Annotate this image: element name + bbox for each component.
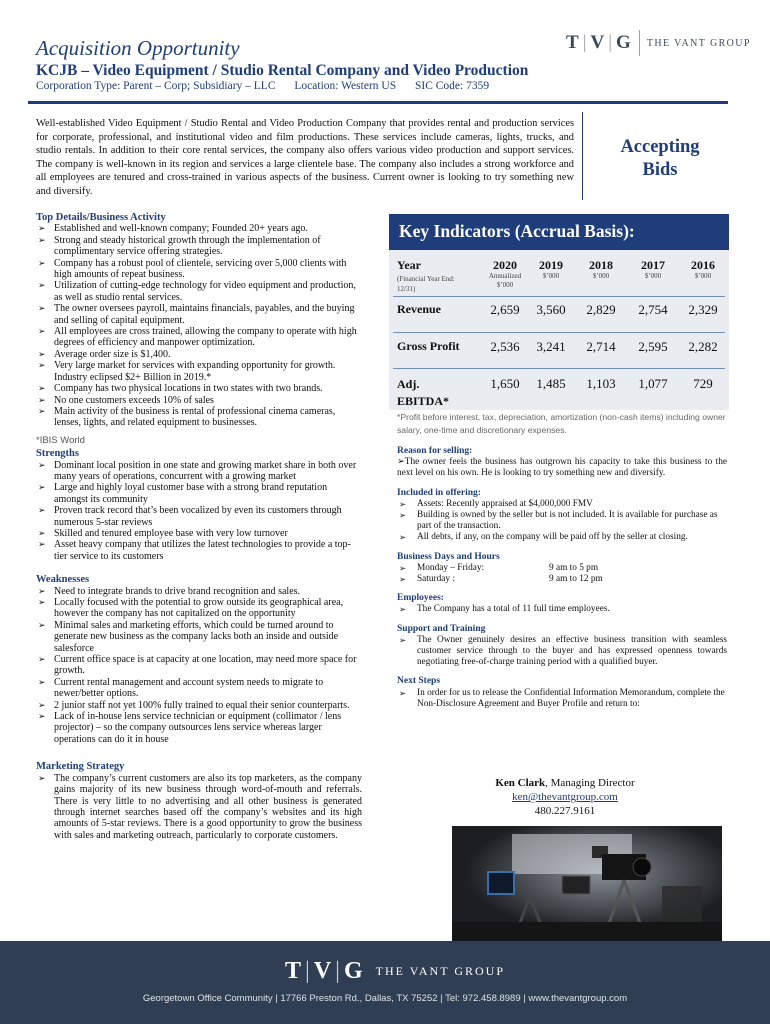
ebitda-footnote: *Profit before interest, tax, depreciation, amortization (non-cash items) including owner salary, one-time and discretionary expenses. xyxy=(397,412,726,435)
list-item: ➢ Current office space is at capacity at one location, may need more space for growth. xyxy=(38,654,357,677)
list-item: ➢ Locally focused with the potential to grow outside its geographical area, however the company has not capitalized on the opportunity xyxy=(38,597,344,620)
bullet-arrow-icon: ➢ xyxy=(38,527,46,538)
list-item: ➢ Strong and steady historical growth through the implementation of complimentary service offering strategies. xyxy=(38,234,321,258)
column-year: 2019 xyxy=(539,258,563,272)
bullet-arrow-icon: ➢ xyxy=(38,223,46,234)
intro-paragraph: Well-established Video Equipment / Studio Rental and Video Production Company that provides rental and production services for corporate, professional, and institutional video and film productions. These services include cameras, lights, trucks, and studio rentals. In addition to their core rental services, the company also offers various video production and support services. The company is well-known in its region and services a large clientele base. The company also includes a strong workforce and all employees are tenured and cross-trained in various aspects of the business. Current owner is looking to try something new and diversify. xyxy=(36,118,574,197)
strengths-list xyxy=(36,460,362,563)
gross-profit-value: 3,241 xyxy=(536,339,566,354)
list-item: ➢ Very large market for services with expanding opportunity for growth. Industry eclipsed $2+ Billion in 2019.* xyxy=(38,360,336,383)
ebitda-value: 1,077 xyxy=(638,376,668,391)
logo-mark: T | V | G xyxy=(566,32,632,53)
hours-list xyxy=(397,563,727,585)
bullet-arrow-icon: ➢ xyxy=(38,394,46,405)
employees-text: ➢ The Company has a total of 11 full time employees. xyxy=(399,604,610,615)
gross-profit-value: 2,282 xyxy=(688,339,718,354)
list-item: ➢ Average order size is $1,400. xyxy=(38,348,171,360)
list-item: ➢ Building is owned by the seller but is not included. It is available for purchase as part of the transaction. xyxy=(399,510,718,532)
bullet-arrow-icon: ➢ xyxy=(38,257,46,268)
corporation-info xyxy=(36,80,505,92)
row-label-ebitda: Adj. EBITDA* xyxy=(397,377,450,408)
column-year: 2018 xyxy=(589,258,613,272)
footer-logo: T | V | G THE VANT GROUP xyxy=(285,958,506,984)
next-steps-text: ➢ In order for us to release the Confidential Information Memorandum, complete the Non-Disclosure Agreement and Buyer Profile and return to: xyxy=(399,687,725,709)
column-year: 2020 xyxy=(493,258,517,272)
column-unit: $’000 xyxy=(542,272,560,280)
list-item: ➢ Main activity of the business is rental of professional cinema cameras, lenses, lights, and related equipment to businesses. xyxy=(38,405,336,429)
sic-code: SIC Code: 7359 xyxy=(414,80,490,92)
next-steps-heading: Next Steps xyxy=(397,676,441,687)
bullet-arrow-icon: ➢ xyxy=(38,539,46,550)
bullet-arrow-icon: ➢ xyxy=(38,772,46,783)
header-divider xyxy=(28,101,728,104)
bullet-arrow-icon: ➢ xyxy=(399,510,407,521)
ebitda-value: 1,485 xyxy=(536,376,566,391)
bullet-arrow-icon: ➢ xyxy=(38,303,46,314)
list-item: ➢ Company has two physical locations in two states with two brands. xyxy=(38,383,323,395)
bullet-arrow-icon: ➢ xyxy=(38,459,46,470)
contact-phone: 480.227.9161 xyxy=(534,805,596,817)
bullet-arrow-icon: ➢ xyxy=(38,711,46,722)
list-item: ➢ Lack of in-house lens service technician or equipment (collimator / lens projector) – so the company outsources lens service whereas larger operations can do it in house xyxy=(38,711,342,745)
revenue-value: 2,754 xyxy=(638,302,668,317)
vant-group-logo xyxy=(566,30,751,56)
column-year: 2016 xyxy=(691,258,715,272)
bullet-arrow-icon: ➢ xyxy=(38,619,46,630)
weaknesses-heading: Weaknesses xyxy=(36,574,90,586)
marketing-list xyxy=(36,773,362,841)
bullet-arrow-icon: ➢ xyxy=(38,348,46,359)
list-item: ➢ All employees are cross trained, allowing the company to operate with high degrees of efficiency and manpower optimization. xyxy=(38,326,357,349)
key-indicators-heading: Key Indicators (Accrual Basis): xyxy=(389,214,729,250)
hours-heading: Business Days and Hours xyxy=(397,551,500,562)
intro-divider xyxy=(582,112,583,200)
right-column xyxy=(397,446,727,718)
page-title: Acquisition Opportunity xyxy=(36,36,240,60)
logo-name: THE VANT GROUP xyxy=(646,37,751,49)
footer-address: Georgetown Office Community | 17766 Preston Rd., Dallas, TX 75252 | Tel: 972.458.8989 | www.thevantgroup.com xyxy=(142,993,628,1004)
bullet-arrow-icon: ➢ xyxy=(38,234,46,245)
list-item: ➢ Proven track record that’s been vocalized by even its customers through numerous 5-star reviews xyxy=(38,505,342,528)
revenue-value: 2,829 xyxy=(586,302,616,317)
reason-text: ➢The owner feels the business has outgrown his capacity to take this business to the next level on his own. He is looking to try something new and diversify. xyxy=(397,457,727,479)
gross-profit-value: 2,536 xyxy=(490,339,520,354)
list-item: ➢ All debts, if any, on the company will be paid off by the seller at closing. xyxy=(399,532,688,543)
row-label-revenue: Revenue xyxy=(397,302,441,316)
list-item: ➢ Dominant local position in one state and growing market share in both over many years of operations, concurrent with a growing market xyxy=(38,459,357,482)
bullet-arrow-icon: ➢ xyxy=(38,482,46,493)
contact-role: , Managing Director xyxy=(545,777,635,789)
weaknesses-list xyxy=(36,586,362,746)
row-label-gross-profit: Gross Profit xyxy=(397,339,460,353)
top-details-list xyxy=(36,223,362,428)
strengths-heading: Strengths xyxy=(36,448,79,460)
list-item: ➢ Company has a robust pool of clientele, servicing over 5,000 clients with high amounts of repeat business. xyxy=(38,257,347,281)
bullet-arrow-icon: ➢ xyxy=(399,498,407,509)
list-item: ➢ Skilled and tenured employee base with very low turnover xyxy=(38,527,288,539)
list-item: ➢ Assets: Recently appraised at $4,000,000 FMV xyxy=(399,498,593,509)
list-item: ➢ The owner oversees payroll, maintains financials, payables, and the buying and selling of capital equipment. xyxy=(38,303,355,326)
bullet-arrow-icon: ➢ xyxy=(38,654,46,665)
list-item: ➢ Established and well-known company; Founded 20+ years ago. xyxy=(38,223,308,235)
column-unit: $’000 xyxy=(592,272,610,280)
ibis-footnote: *IBIS World xyxy=(36,434,85,446)
list-item: ➢ Minimal sales and marketing efforts, which could be turned around to generate new business as the company lacks both an inside and outside salesforce xyxy=(38,619,339,654)
status-badge: Accepting Bids xyxy=(620,137,700,180)
bullet-arrow-icon: ➢ xyxy=(38,597,46,607)
included-list xyxy=(397,499,727,544)
top-details-heading: Top Details/Business Activity xyxy=(36,212,166,223)
page-subtitle: KCJB – Video Equipment / Studio Rental Company and Video Production xyxy=(36,62,529,79)
training-text: ➢ The Owner genuinely desires an effective business transition with seamless customer service through to the buyer and has expressed openness towards negotiating free-of-charge training period with a qualified buyer. xyxy=(399,634,727,668)
contact-email-link[interactable]: ken@thevantgroup.com xyxy=(512,791,618,803)
column-year: 2017 xyxy=(641,258,665,272)
list-item: ➢ Utilization of cutting-edge technology for video equipment and production, as well as studio rental services. xyxy=(38,280,356,303)
training-heading: Support and Training xyxy=(397,623,486,634)
hours-row: ➢ Saturday : 9 am to 12 pm xyxy=(399,574,603,585)
contact-block xyxy=(460,776,670,818)
contact-name: Ken Clark xyxy=(495,777,546,789)
list-item: ➢ Asset heavy company that utilizes the latest technologies to provide a top-tier service to its customers xyxy=(38,539,351,562)
included-heading: Included in offering: xyxy=(397,487,481,498)
gross-profit-value: 2,595 xyxy=(638,339,668,354)
bullet-arrow-icon: ➢ xyxy=(38,326,46,337)
bullet-arrow-icon: ➢ xyxy=(38,505,46,516)
bullet-arrow-icon: ➢ xyxy=(38,280,46,291)
list-item: ➢ No one customers exceeds 10% of sales xyxy=(38,394,214,406)
year-label: Year xyxy=(397,258,421,272)
marketing-heading: Marketing Strategy xyxy=(36,761,125,773)
column-unit: Annualized $’000 xyxy=(488,272,522,289)
revenue-value: 2,329 xyxy=(688,302,718,317)
hours-row: ➢ Monday – Friday: 9 am to 5 pm xyxy=(399,562,599,573)
left-column xyxy=(36,212,362,841)
list-item: ➢ The company’s current customers are also its top marketers, as the company gains majority of its new business through word-of-mouth and referrals. There is very little to no advertising and all other business is generated through internet searches based off the company’s websites and its high amounts of 5-star reviews. There is a good opportunity to grow the business with sales and marketing outreach, particularly to corporate customers. xyxy=(38,772,362,841)
ebitda-value: 1,650 xyxy=(490,376,520,391)
bullet-arrow-icon: ➢ xyxy=(38,676,46,687)
location: Location: Western US xyxy=(294,80,397,92)
bullet-arrow-icon: ➢ xyxy=(399,532,407,543)
bullet-arrow-icon: ➢ xyxy=(38,383,46,394)
column-unit: $’000 xyxy=(644,272,662,280)
ebitda-value: 1,103 xyxy=(586,376,616,391)
revenue-value: 2,659 xyxy=(490,302,520,317)
list-item: ➢ Large and highly loyal customer base with a strong brand reputation amongst its community xyxy=(38,482,328,505)
revenue-value: 3,560 xyxy=(536,302,566,317)
gross-profit-value: 2,714 xyxy=(586,339,616,354)
bullet-arrow-icon: ➢ xyxy=(38,585,46,596)
bullet-arrow-icon: ➢ xyxy=(38,360,46,371)
list-item: ➢ Current rental management and account system needs to migrate to newer/better options. xyxy=(38,676,324,700)
employees-heading: Employees: xyxy=(397,593,444,604)
bullet-arrow-icon: ➢ xyxy=(38,699,46,710)
ebitda-value: 729 xyxy=(693,376,713,391)
column-unit: $’000 xyxy=(694,272,712,280)
studio-photo xyxy=(452,826,722,944)
list-item: ➢ Need to integrate brands to drive brand recognition and sales. xyxy=(38,585,301,597)
reason-heading: Reason for selling: xyxy=(397,446,473,456)
corporation-type: Corporation Type: Parent – Corp; Subsidiary – LLC xyxy=(36,80,276,92)
year-note: (Financial Year End: 12/31) xyxy=(397,275,455,293)
list-item: ➢ 2 junior staff not yet 100% fully trained to equal their senior counterparts. xyxy=(38,699,350,711)
bullet-arrow-icon: ➢ xyxy=(38,405,46,416)
